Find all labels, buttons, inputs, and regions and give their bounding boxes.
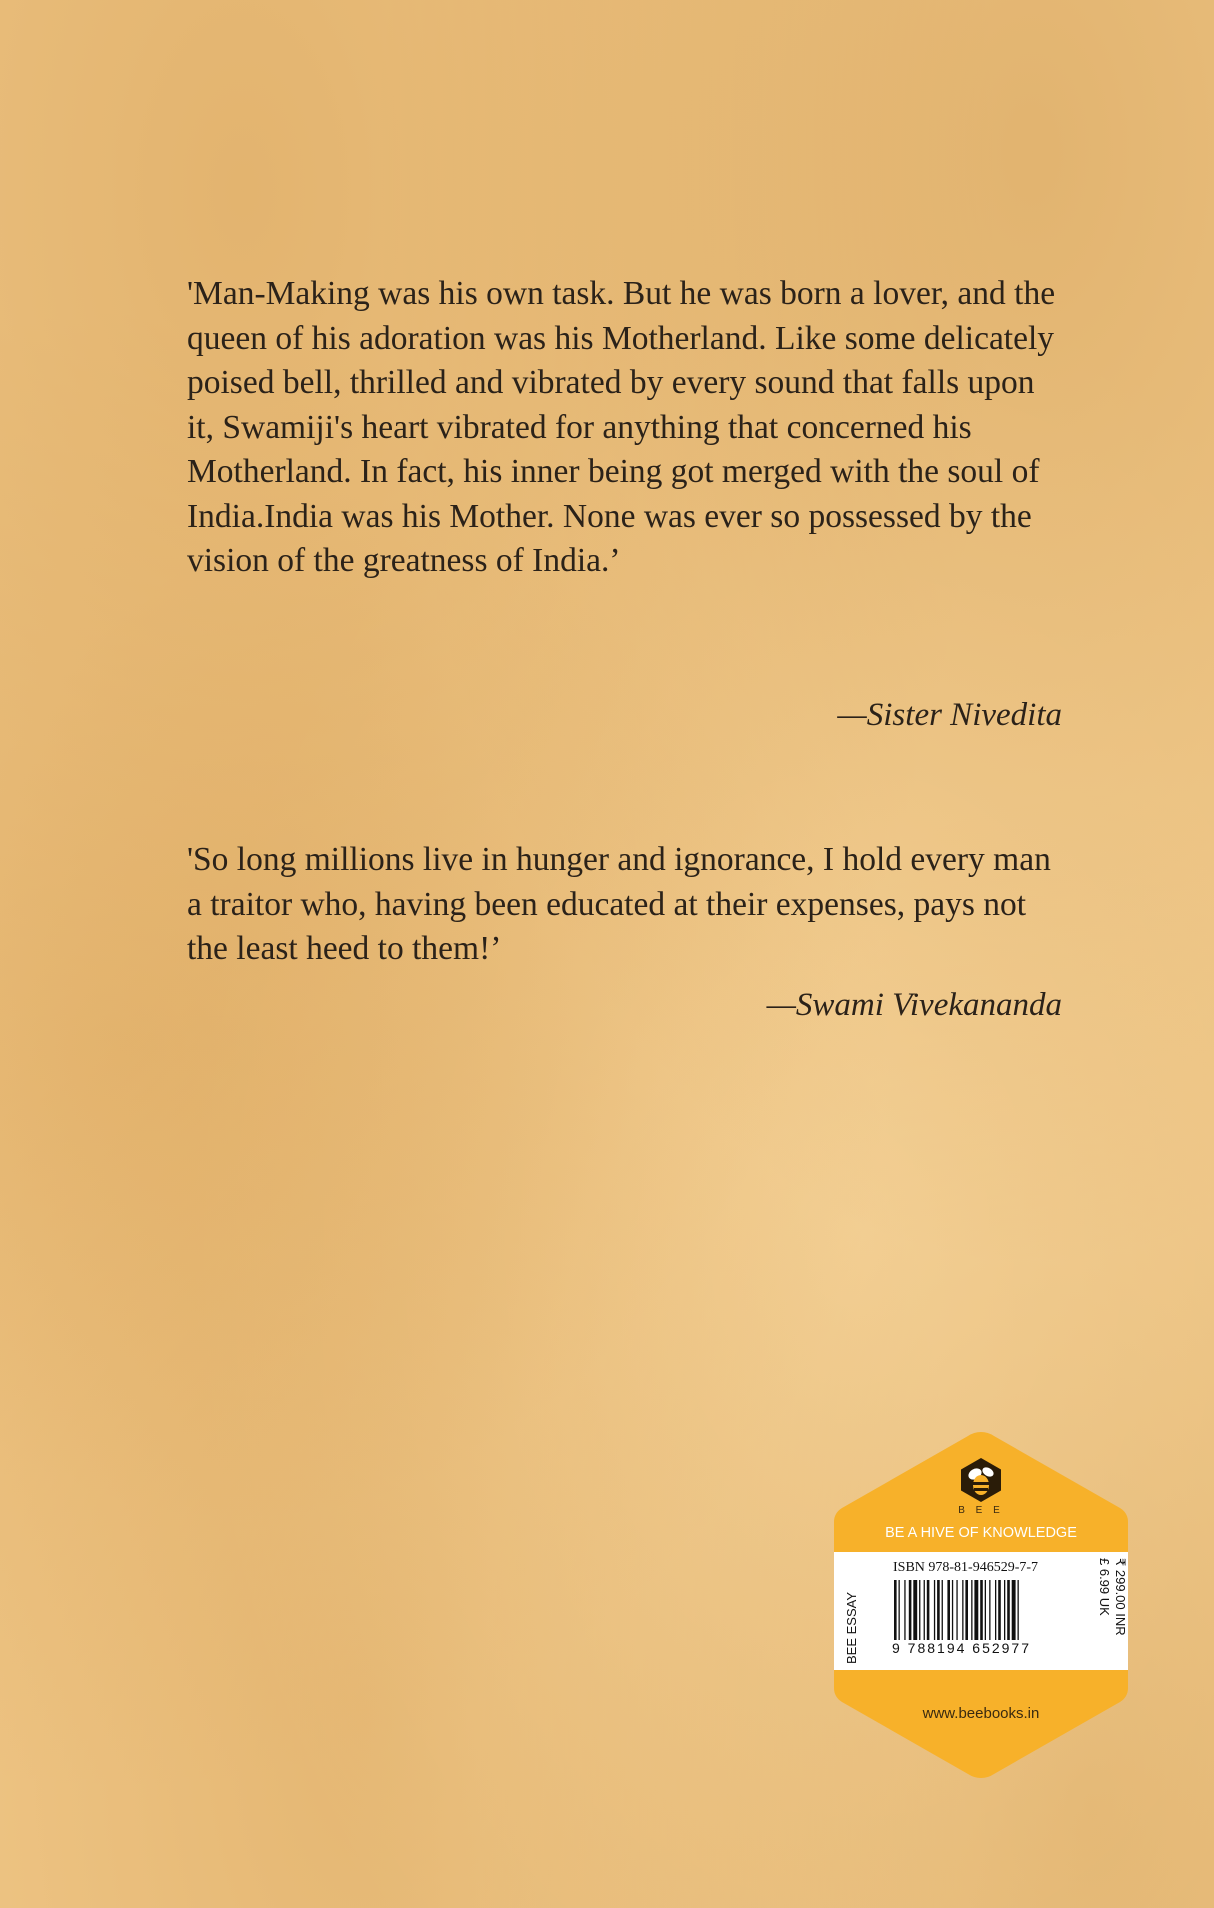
barcode	[892, 1580, 1088, 1640]
barcode-bar	[980, 1580, 983, 1640]
barcode-bar	[1007, 1580, 1010, 1640]
barcode-bar	[894, 1580, 897, 1640]
barcode-bar	[956, 1580, 957, 1640]
barcode-bar	[937, 1580, 940, 1640]
barcode-bar	[1012, 1580, 1016, 1640]
barcode-bar	[913, 1580, 917, 1640]
barcode-panel	[834, 1552, 1128, 1670]
barcode-bar	[927, 1580, 930, 1640]
attribution-nivedita: —Sister Nivedita	[837, 697, 1062, 733]
barcode-bar	[989, 1580, 990, 1640]
barcode-bar	[947, 1580, 950, 1640]
price-uk: £ 6.99 UK	[1097, 1558, 1112, 1616]
quote-nivedita: 'Man-Making was his own task. But he was born a lover, and the queen of his adoration was his Motherland. Like some delicately poised bell, thrilled and vibrated by every sound that falls upon it, Swamiji's heart vibrated for anything that concerned his Motherland. In fact, his inner being got merged with the soul of India.India was his Mother. None was ever so possessed by the vision of the greatness of India.’	[187, 275, 1056, 579]
publisher-badge	[832, 1430, 1130, 1780]
publisher-website[interactable]: www.beebooks.in	[922, 1705, 1040, 1722]
barcode-bar	[899, 1580, 900, 1640]
barcode-bar	[965, 1580, 968, 1640]
barcode-bar	[971, 1580, 972, 1640]
barcode-bar	[942, 1580, 943, 1640]
barcode-bar	[934, 1580, 935, 1640]
barcode-bar	[924, 1580, 925, 1640]
barcode-bar	[1018, 1580, 1019, 1640]
publisher-name: B E E	[958, 1505, 1004, 1516]
barcode-bar	[919, 1580, 920, 1640]
attribution-vivekananda: —Swami Vivekananda	[766, 987, 1062, 1023]
barcode-bar	[1004, 1580, 1005, 1640]
barcode-digits: 9 788194 652977	[892, 1640, 1031, 1656]
barcode-bar	[904, 1580, 905, 1640]
publisher-tagline: BE A HIVE OF KNOWLEDGE	[885, 1525, 1077, 1541]
barcode-bar	[998, 1580, 1001, 1640]
barcode-bar	[962, 1580, 963, 1640]
price-inr: ₹ 299.00 INR	[1113, 1558, 1128, 1636]
barcode-bar	[974, 1580, 978, 1640]
bee-hexagon-icon	[958, 1457, 1004, 1503]
barcode-bar	[952, 1580, 953, 1640]
series-label: BEE ESSAY	[844, 1591, 859, 1664]
barcode-bar	[909, 1580, 912, 1640]
barcode-bar	[995, 1580, 996, 1640]
quote-vivekananda: 'So long millions live in hunger and ignorance, I hold every man a traitor who, having been educated at their expenses, pays not the least heed to them!’	[187, 841, 1051, 967]
barcode-bar	[985, 1580, 986, 1640]
isbn-text: ISBN 978-81-946529-7-7	[893, 1560, 1039, 1575]
